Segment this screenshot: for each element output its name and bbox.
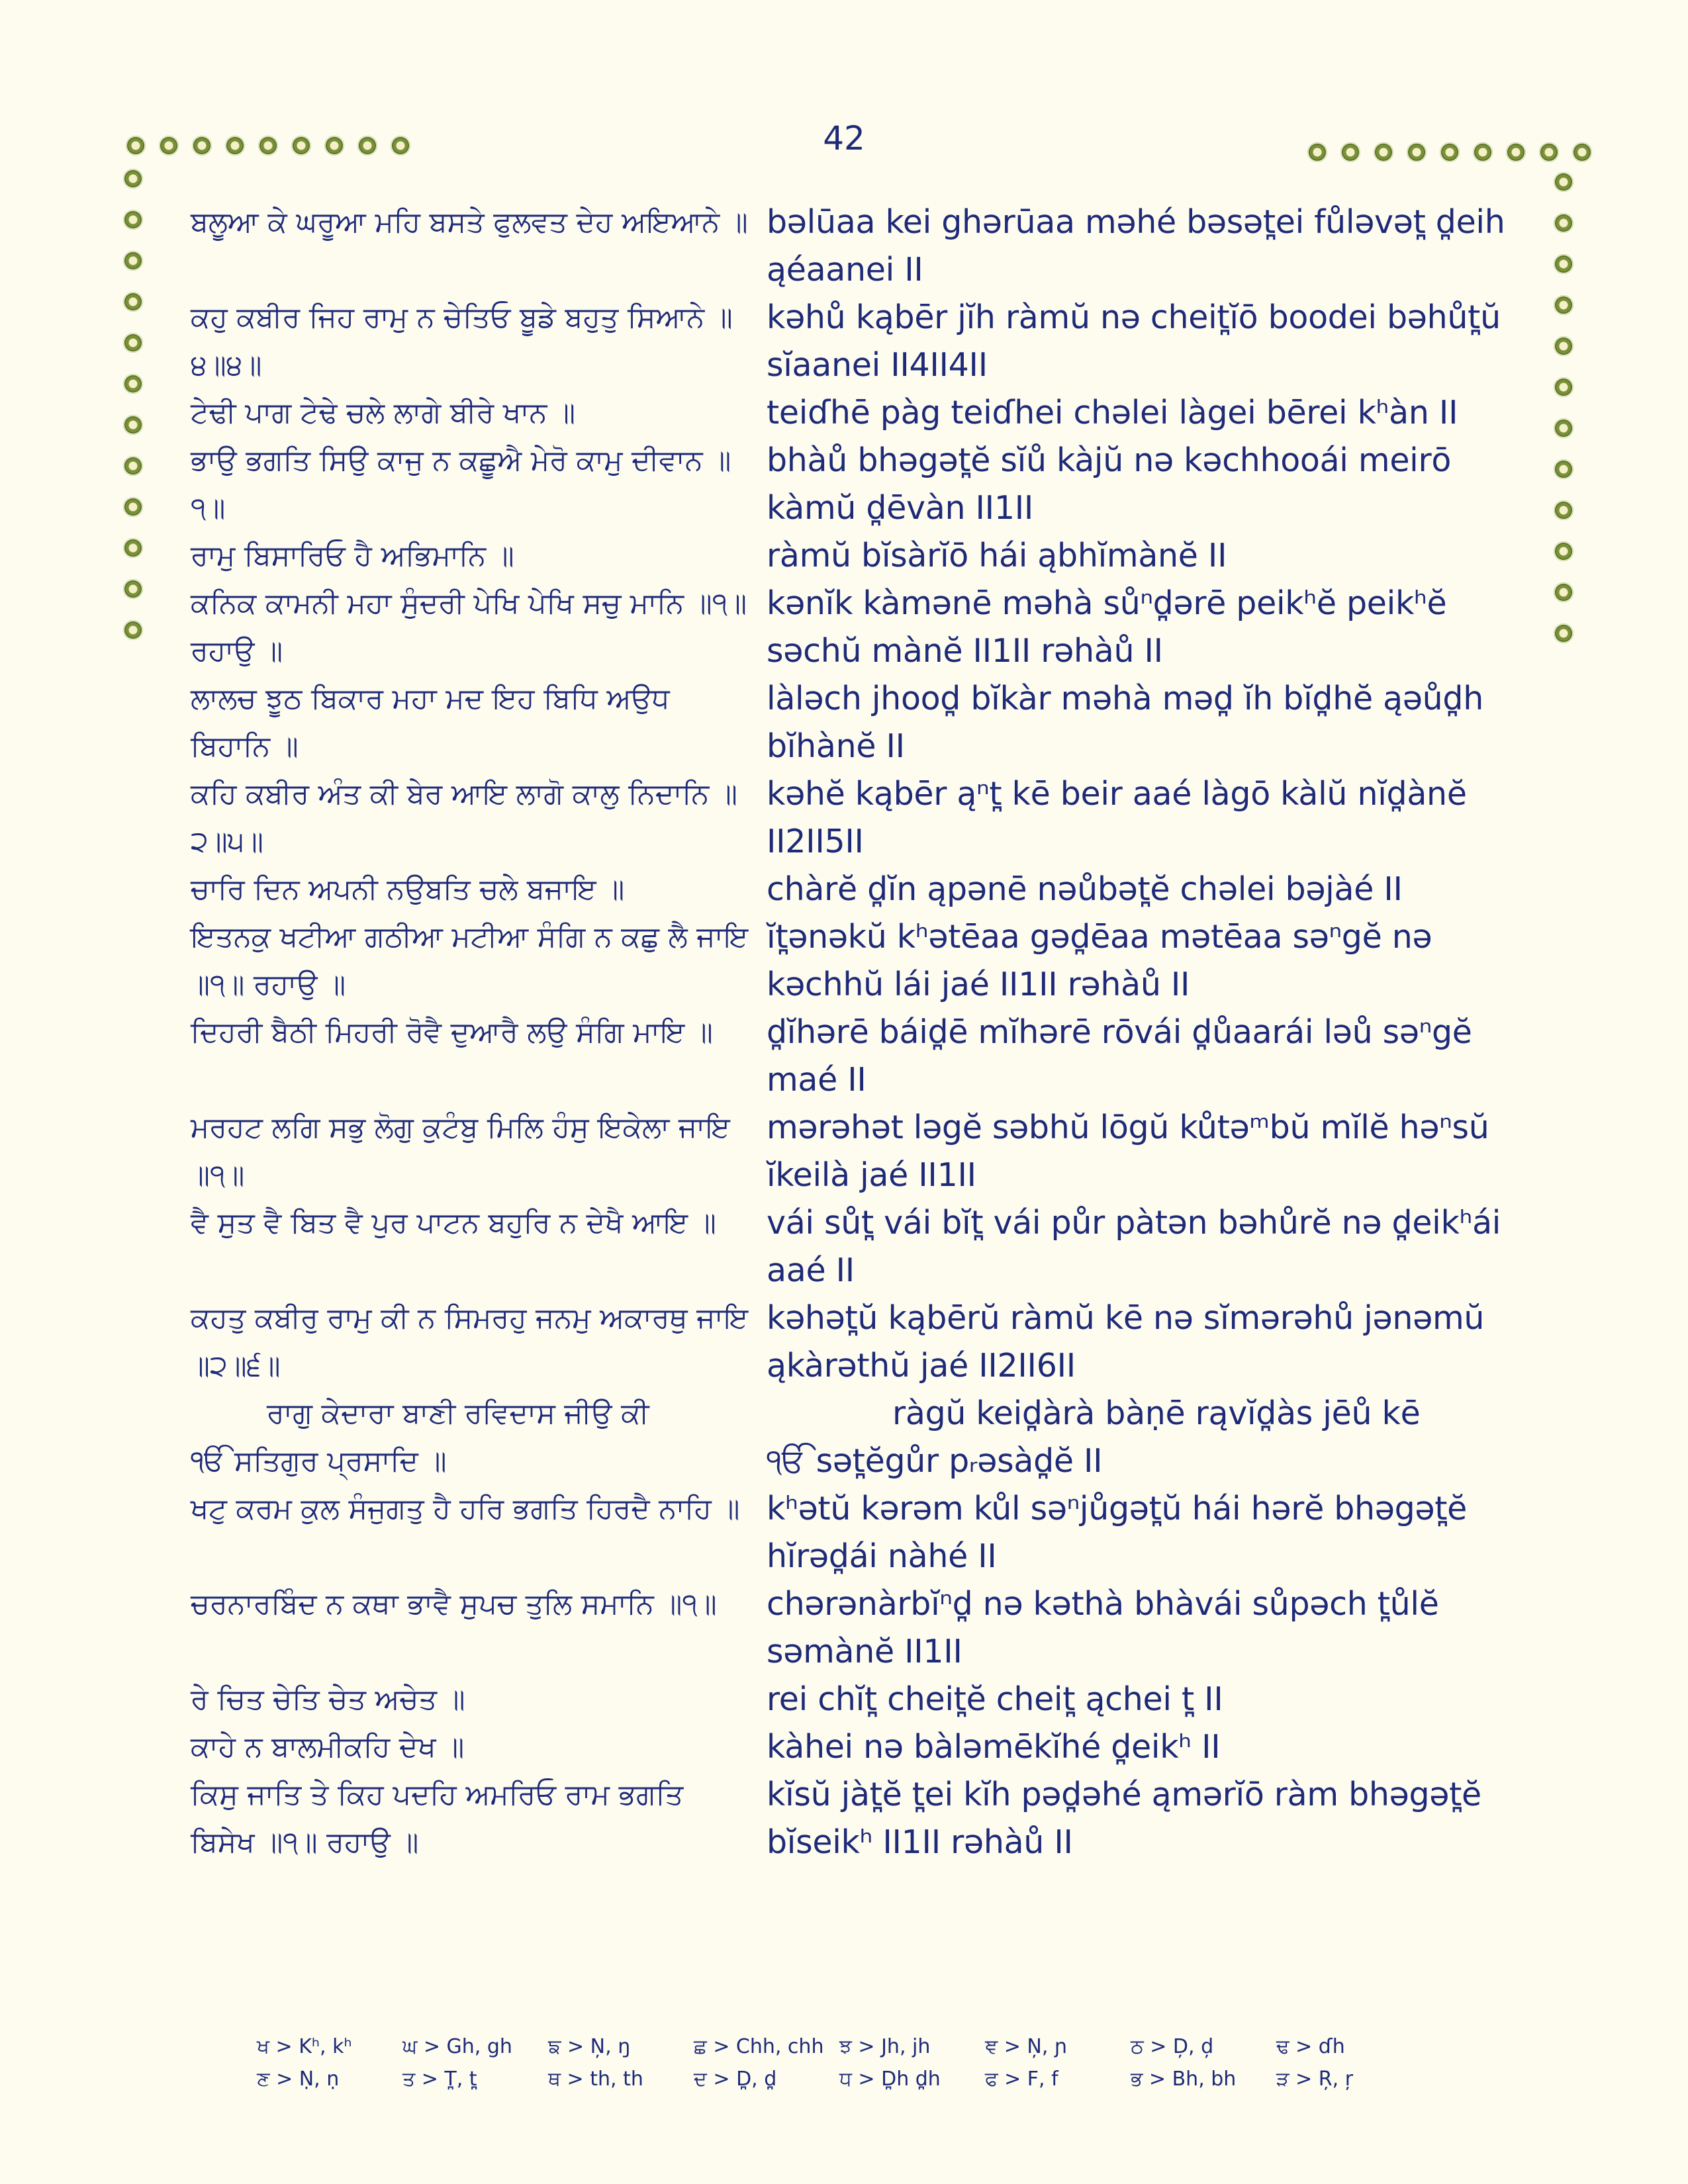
flower-icon [123, 620, 143, 640]
legend-entry: ਣ > Ṇ, ṇ [257, 2068, 340, 2091]
transliteration-heading: ràgŭ keid̪àrà bàṇē rąvĭd̪às jēů kē [892, 1394, 1421, 1432]
gurmukhi-text: ਵੈ ਸੁਤ ਵੈ ਬਿਤ ਵੈ ਪੁਰ ਪਾਟਨ ਬਹੁਰਿ ਨ ਦੇਖੈ ਆਇ ॥ [191, 1206, 716, 1240]
gurmukhi-text: ਕਾਹੇ ਨ ਬਾਲਮੀਕਹਿ ਦੇਖ ॥ [191, 1731, 465, 1764]
gurmukhi-heading: ਰਾਗੁ ਕੇਦਾਰਾ ਬਾਣੀ ਰਵਿਦਾਸ ਜੀਉ ਕੀ [267, 1397, 649, 1430]
flower-icon [123, 538, 143, 558]
legend-entry: ਙ > N̦, ŋ [548, 2035, 631, 2058]
transliteration-text: mərəhət ləgĕ səbhŭ lōgŭ kůtəᵐbŭ mĭlĕ həⁿsŭ ĭkeilà jaé II1II [767, 1109, 1489, 1194]
flower-icon [123, 497, 143, 517]
verse-row [191, 199, 1541, 294]
gurmukhi-text: ਲਾਲਚ ਝੂਠ ਬਿਕਾਰ ਮਹਾ ਮਦ ਇਹ ਬਿਧਿ ਅਉਧ ਬਿਹਾਨਿ ॥ [191, 682, 670, 763]
legend-entry: ਦ > D̪, d̪ [694, 2068, 777, 2091]
flower-icon [1554, 582, 1573, 602]
transliteration-text: bhàů bhəgət̪ĕ sĭů kàjŭ nə kəchhooái meirō kàmŭ d̪ēvàn II1II [767, 441, 1452, 527]
verse-row [191, 1723, 1541, 1771]
legend-entry: ਢ > ɗh [1276, 2035, 1345, 2058]
gurmukhi-text: ਬਲੂਆ ਕੇ ਘਰੂਆ ਮਹਿ ਬਸਤੇ ਫੁਲਵਤ ਦੇਹ ਅਇਆਨੇ ॥ [191, 206, 748, 239]
transliteration-text: ੴ sət̪ĕgůr pᵣəsàd̪ĕ II [767, 1442, 1103, 1480]
verse-row [191, 866, 1541, 913]
verse-row [191, 437, 1541, 532]
gurmukhi-text: ਖਟੁ ਕਰਮ ਕੁਲ ਸੰਜੁਗਤੁ ਹੈ ਹਰਿ ਭਗਤਿ ਹਿਰਦੈ ਨਾਹਿ ॥ [191, 1492, 740, 1525]
gurmukhi-text: ਕਹਤੁ ਕਬੀਰੁ ਰਾਮੁ ਕੀ ਨ ਸਿਮਰਹੁ ਜਨਮੁ ਅਕਾਰਥੁ ਜਾਇ ॥੨॥੬॥ [191, 1302, 749, 1383]
flower-icon [1554, 213, 1573, 233]
flower-icon [123, 579, 143, 599]
transliteration-text: kəhət̪ŭ kąbērŭ ràmŭ kē nə sĭmərəhů jənəmŭ ąkàrəthŭ jaé II2II6II [767, 1299, 1485, 1385]
legend-entry: ੜ > Ŗ, ŗ [1276, 2068, 1354, 2091]
gurmukhi-text: ਚਾਰਿ ਦਿਨ ਅਪਨੀ ਨਉਬਤਿ ਚਲੇ ਬਜਾਇ ॥ [191, 873, 625, 906]
legend-entry: ਞ > N̦, ɲ [985, 2035, 1068, 2058]
flower-icon [1554, 377, 1573, 397]
gurmukhi-text: ਕਹਿ ਕਬੀਰ ਅੰਤ ਕੀ ਬੇਰ ਆਇ ਲਾਗੋ ਕਾਲੁ ਨਿਦਾਨਿ ॥੨॥੫॥ [191, 778, 737, 858]
flower-icon [1554, 500, 1573, 520]
flower-icon [123, 292, 143, 312]
legend-entry: ਤ > T̪, t̪ [402, 2068, 477, 2091]
legend-entry: ਝ > Jh, jh [839, 2035, 931, 2058]
flower-icon [123, 251, 143, 271]
legend-entry: ਘ > Gh, gh [402, 2035, 512, 2058]
verse-list [191, 199, 1541, 1866]
legend-entry: ਭ > Bh, bh [1131, 2068, 1237, 2091]
transliteration-text: kəhĕ kąbēr ąⁿt̪ kē beir aaé làgō kàlŭ nĭd̪ànĕ II2II5II [767, 775, 1467, 860]
flower-icon [123, 415, 143, 435]
flower-icon [123, 374, 143, 394]
flower-icon [1554, 295, 1573, 315]
flower-icon [1554, 254, 1573, 274]
verse-row [191, 1485, 1541, 1580]
transliteration-text: kàhei nə bàləmēkĭhé d̪eikʰ II [767, 1728, 1221, 1766]
verse-row [191, 294, 1541, 389]
flower-icon [1554, 459, 1573, 479]
transliteration-text: bəlūaa kei ghərūaa məhé bəsət̪ei fůləvət̪ d̪eih ąéaanei II [767, 203, 1505, 289]
transliteration-text: làləch jhood̪ bĭkàr məhà məd̪ ĭh bĭd̪hĕ ąəůd̪h bĭhànĕ II [767, 680, 1483, 765]
legend-entry: ਥ > th, th [548, 2068, 643, 2091]
verse-row [191, 580, 1541, 675]
transliteration-text: kənĭk kàmənē məhà sůⁿd̪ərē peikʰĕ peikʰĕ səchŭ mànĕ II1II rəhàů II [767, 584, 1447, 670]
transliteration-text: chàrĕ d̪ĭn ąpənē nəůbət̪ĕ chəlei bəjàé II [767, 870, 1403, 908]
transliteration-text: chərənàrbĭⁿd̪ nə kəthà bhàvái sůpəch t̪ůlĕ səmànĕ II1II [767, 1585, 1439, 1670]
transliteration-text: rei chĭt̪ cheit̪ĕ cheit̪ ąchei t̪ II [767, 1680, 1223, 1718]
transliteration-legend [257, 2035, 1448, 2091]
verse-row [191, 389, 1541, 437]
legend-entry: ਛ > Chh, chh [694, 2035, 824, 2058]
gurmukhi-text: ਚਰਨਾਰਬਿੰਦ ਨ ਕਥਾ ਭਾਵੈ ਸੁਪਚ ਤੁਲਿ ਸਮਾਨਿ ॥੧॥ [191, 1588, 717, 1621]
gurmukhi-text: ਕਹੁ ਕਬੀਰ ਜਿਹ ਰਾਮੁ ਨ ਚੇਤਿਓ ਬੂਡੇ ਬਹੁਤੁ ਸਿਆਨੇ ॥੪॥੪॥ [191, 301, 733, 382]
transliteration-text: kʰətŭ kərəm kůl səⁿjůgət̪ŭ hái hərĕ bhəgət̪ĕ hĭrəd̪ái nàhé II [767, 1490, 1468, 1575]
gurmukhi-text: ਰੇ ਚਿਤ ਚੇਤਿ ਚੇਤ ਅਚੇਤ ॥ [191, 1683, 465, 1716]
ornament-right-column [1554, 172, 1573, 643]
transliteration-text: vái sůt̪ vái bĭt̪ vái půr pàtən bəhůrĕ nə d̪eikʰái aaé II [767, 1204, 1501, 1289]
verse-row [191, 675, 1541, 770]
flower-icon [123, 456, 143, 476]
gurmukhi-text: ੴ ਸਤਿਗੁਰ ਪ੍ਰਸਾਦਿ ॥ [191, 1445, 447, 1478]
legend-entry: ਖ > Kʰ, kʰ [257, 2035, 352, 2058]
flower-icon [123, 333, 143, 353]
flower-icon [123, 169, 143, 189]
section-heading [191, 1390, 1541, 1437]
verse-row [191, 913, 1541, 1009]
page-number: 42 [823, 119, 865, 158]
gurmukhi-text: ਦਿਹਰੀ ਬੈਠੀ ਮਿਹਰੀ ਰੋਵੈ ਦੁਆਰੈ ਲਉ ਸੰਗਿ ਮਾਇ ॥ [191, 1016, 713, 1049]
legend-entry: ਧ > D̪h d̪h [839, 2068, 941, 2091]
verse-row [191, 1771, 1541, 1866]
gurmukhi-text: ਟੇਢੀ ਪਾਗ ਟੇਢੇ ਚਲੇ ਲਾਗੇ ਬੀਰੇ ਖਾਨ ॥ [191, 396, 576, 430]
flower-icon [1554, 541, 1573, 561]
gurmukhi-text: ਇਤਨਕੁ ਖਟੀਆ ਗਠੀਆ ਮਟੀਆ ਸੰਗਿ ਨ ਕਛੁ ਲੈ ਜਾਇ ॥੧॥ ਰਹਾਉ ॥ [191, 921, 749, 1001]
verse-row [191, 532, 1541, 580]
verse-row [191, 1009, 1541, 1104]
flower-icon [1554, 336, 1573, 356]
verse-row [191, 770, 1541, 866]
verse-row [191, 1437, 1541, 1485]
transliteration-text: d̪ĭhərē báid̪ē mĭhərē rōvái d̪ůaarái ləů səⁿgĕ maé II [767, 1013, 1472, 1099]
transliteration-text: kəhů kąbēr jĭh ràmŭ nə cheit̪ĭō boodei bəhůt̪ŭ sĭaanei II4II4II [767, 298, 1501, 384]
transliteration-text: teiɗhē pàg teiɗhei chəlei làgei bērei kʰàn II [767, 394, 1458, 432]
verse-row [191, 1199, 1541, 1295]
flower-icon [123, 210, 143, 230]
verse-row [191, 1295, 1541, 1390]
flower-icon [1554, 623, 1573, 643]
verse-row [191, 1676, 1541, 1723]
gurmukhi-text: ਕਿਸੁ ਜਾਤਿ ਤੇ ਕਿਹ ਪਦਹਿ ਅਮਰਿਓ ਰਾਮ ਭਗਤਿ ਬਿਸੇਖ ॥੧॥ ਰਹਾਉ ॥ [191, 1778, 684, 1859]
verse-row [191, 1104, 1541, 1199]
gurmukhi-text: ਕਨਿਕ ਕਾਮਨੀ ਮਹਾ ਸੁੰਦਰੀ ਪੇਖਿ ਪੇਖਿ ਸਚੁ ਮਾਨਿ ॥੧॥ ਰਹਾਉ ॥ [191, 587, 747, 668]
transliteration-text: ĭt̪ənəkŭ kʰətēaa gəd̪ēaa mətēaa səⁿgĕ nə kəchhŭ lái jaé II1II rəhàů II [767, 918, 1432, 1003]
legend-entry: ਫ > F, f [985, 2068, 1058, 2091]
legend-entry: ਠ > D̦, d̦ [1131, 2035, 1214, 2058]
gurmukhi-text: ਰਾਮੁ ਬਿਸਾਰਿਓ ਹੈ ਅਭਿਮਾਨਿ ॥ [191, 539, 514, 572]
verse-row [191, 1580, 1541, 1676]
gurmukhi-text: ਭਾਉ ਭਗਤਿ ਸਿਉ ਕਾਜੁ ਨ ਕਛੂਐ ਮੇਰੋ ਕਾਮੁ ਦੀਵਾਨ ॥੧॥ [191, 444, 731, 525]
flower-icon [1554, 172, 1573, 192]
transliteration-text: kĭsŭ jàt̪ĕ t̪ei kĭh pəd̪əhé ąmərĭō ràm bhəgət̪ĕ bĭseikʰ II1II rəhàů II [767, 1776, 1481, 1861]
gurmukhi-text: ਮਰਹਟ ਲਗਿ ਸਭੁ ਲੋਗੁ ਕੁਟੰਬੁ ਮਿਲਿ ਹੰਸੁ ਇਕੇਲਾ ਜਾਇ ॥੧॥ [191, 1111, 730, 1192]
transliteration-text: ràmŭ bĭsàrĭō hái ąbhĭmànĕ II [767, 537, 1227, 574]
ornament-left-column [123, 169, 143, 640]
flower-icon [1554, 418, 1573, 438]
